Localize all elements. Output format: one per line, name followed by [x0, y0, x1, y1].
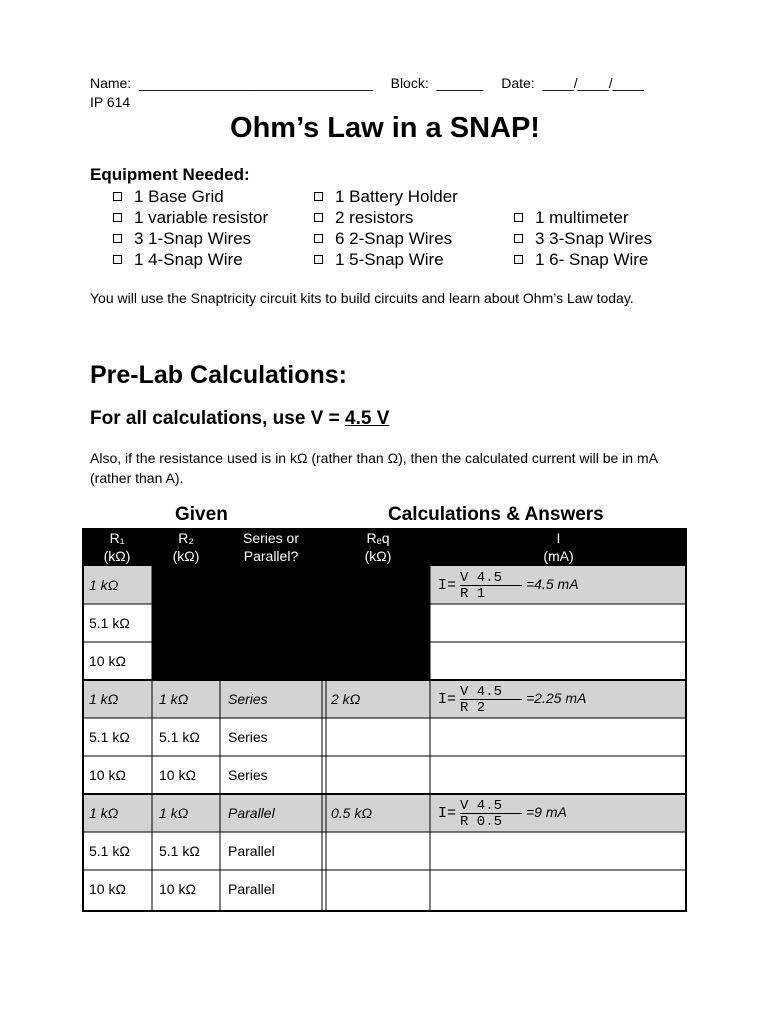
name-field[interactable]: ______________________________ [139, 75, 373, 91]
r2-cell: 1 kΩ [159, 805, 189, 821]
r1-cell: 5.1 kΩ [89, 615, 130, 631]
list-item [514, 207, 652, 228]
prelab-heading: Pre-Lab Calculations: [90, 361, 347, 389]
list-item [314, 207, 458, 228]
list-item [314, 249, 458, 270]
checkbox-icon [314, 255, 323, 264]
item-label: 3 3-Snap Wires [535, 229, 653, 248]
item-label: 1 multimeter [535, 208, 629, 227]
voltage-instruction [90, 408, 389, 430]
given-label: Given [175, 504, 228, 525]
checkbox-icon [514, 213, 523, 222]
r1-cell: 5.1 kΩ [89, 729, 130, 745]
checkbox-icon [113, 234, 122, 243]
series-parallel-cell: Series [228, 767, 268, 783]
r2-cell: 5.1 kΩ [159, 843, 200, 859]
col-r1-header: R₁ (kΩ) [103, 530, 131, 564]
equation-part: R 0.5 [460, 814, 503, 830]
checkbox-icon [113, 192, 122, 201]
item-label: 2 resistors [335, 208, 414, 227]
r2-cell: 1 kΩ [159, 691, 189, 707]
item-label: 1 variable resistor [134, 208, 269, 227]
r2-cell: 5.1 kΩ [159, 729, 200, 745]
r1-cell: 1 kΩ [89, 577, 119, 593]
equation-part: V 4.5 [460, 570, 503, 586]
block-field[interactable]: ______ [436, 75, 484, 91]
item-label: 1 5-Snap Wire [335, 250, 444, 269]
equation-part: V 4.5 [460, 684, 503, 700]
r1-cell: 10 kΩ [89, 767, 126, 783]
equation-part: R 1 [460, 586, 486, 602]
item-label: 1 Battery Holder [335, 187, 458, 206]
series-parallel-cell: Series [228, 729, 268, 745]
checkbox-icon [314, 213, 323, 222]
header-line [90, 75, 644, 91]
current-equation: I= V 4.5 R 0.5 =9 mA [438, 798, 567, 830]
voltage-prefix: For all calculations, use V = [90, 408, 346, 429]
block-label: Block: [390, 75, 429, 91]
checkbox-icon [514, 255, 523, 264]
checkbox-icon [314, 192, 323, 201]
checkbox-icon [113, 213, 122, 222]
equation-part: =4.5 mA [526, 576, 579, 592]
name-label: Name: [90, 75, 132, 91]
voltage-value: 4.5 V [345, 408, 390, 429]
list-item [113, 186, 268, 207]
series-parallel-cell: Parallel [228, 843, 275, 859]
r2-cell: 10 kΩ [159, 881, 196, 897]
equation-part: R 2 [460, 700, 486, 716]
r1-cell: 1 kΩ [89, 805, 119, 821]
list-item [113, 249, 268, 270]
list-item [514, 228, 652, 249]
equation-part: =2.25 mA [526, 690, 587, 706]
col-i-header: I (mA) [543, 530, 574, 564]
page-title: Ohm’s Law in a SNAP! [230, 112, 540, 144]
r2-cell: 10 kΩ [159, 767, 196, 783]
current-equation: I= V 4.5 R 2 =2.25 mA [438, 684, 587, 716]
equation-part: =9 mA [526, 804, 567, 820]
item-label: 1 6- Snap Wire [535, 250, 649, 269]
checkbox-icon [514, 234, 523, 243]
calculation-table [82, 528, 687, 912]
req-cell: 0.5 kΩ [331, 805, 373, 821]
equipment-col-1 [113, 186, 268, 270]
item-label: 3 1-Snap Wires [134, 229, 252, 248]
checkbox-icon [113, 255, 122, 264]
current-equation: I= V 4.5 R 1 =4.5 mA [438, 570, 579, 602]
list-item [314, 228, 458, 249]
equipment-col-3 [514, 207, 652, 270]
series-parallel-cell: Parallel [228, 881, 275, 897]
series-parallel-cell: Parallel [228, 805, 275, 821]
r1-cell: 10 kΩ [89, 881, 126, 897]
list-item [514, 249, 652, 270]
col-req-header: Rₑq (kΩ) [364, 530, 392, 564]
list-item [314, 186, 458, 207]
units-note: Also, if the resistance used is in kΩ (rather than Ω), then the calculated current will be in mA (rather than A). [90, 450, 658, 486]
item-label: 1 4-Snap Wire [134, 250, 243, 269]
r1-cell: 5.1 kΩ [89, 843, 130, 859]
r1-cell: 10 kΩ [89, 653, 126, 669]
equipment-heading: Equipment Needed: [90, 165, 250, 184]
date-field[interactable]: ____/____/____ [542, 75, 644, 91]
equation-part: V 4.5 [460, 798, 503, 814]
course-code: IP 614 [90, 94, 131, 110]
series-parallel-cell: Series [228, 691, 268, 707]
req-cell: 2 kΩ [331, 691, 361, 707]
equipment-col-2 [314, 186, 458, 270]
intro-paragraph: You will use the Snaptricity circuit kits to build circuits and learn about Ohm’s Law today. [90, 290, 634, 306]
checkbox-icon [314, 234, 323, 243]
item-label: 6 2-Snap Wires [335, 229, 453, 248]
list-item [113, 228, 268, 249]
r1-cell: 1 kΩ [89, 691, 119, 707]
col-sp-header: Series or Parallel? [242, 530, 300, 564]
calculations-label: Calculations & Answers [388, 504, 604, 525]
list-item [113, 207, 268, 228]
col-r2-header: R₂ (kΩ) [172, 530, 200, 564]
item-label: 1 Base Grid [134, 187, 224, 206]
date-label: Date: [501, 75, 535, 91]
